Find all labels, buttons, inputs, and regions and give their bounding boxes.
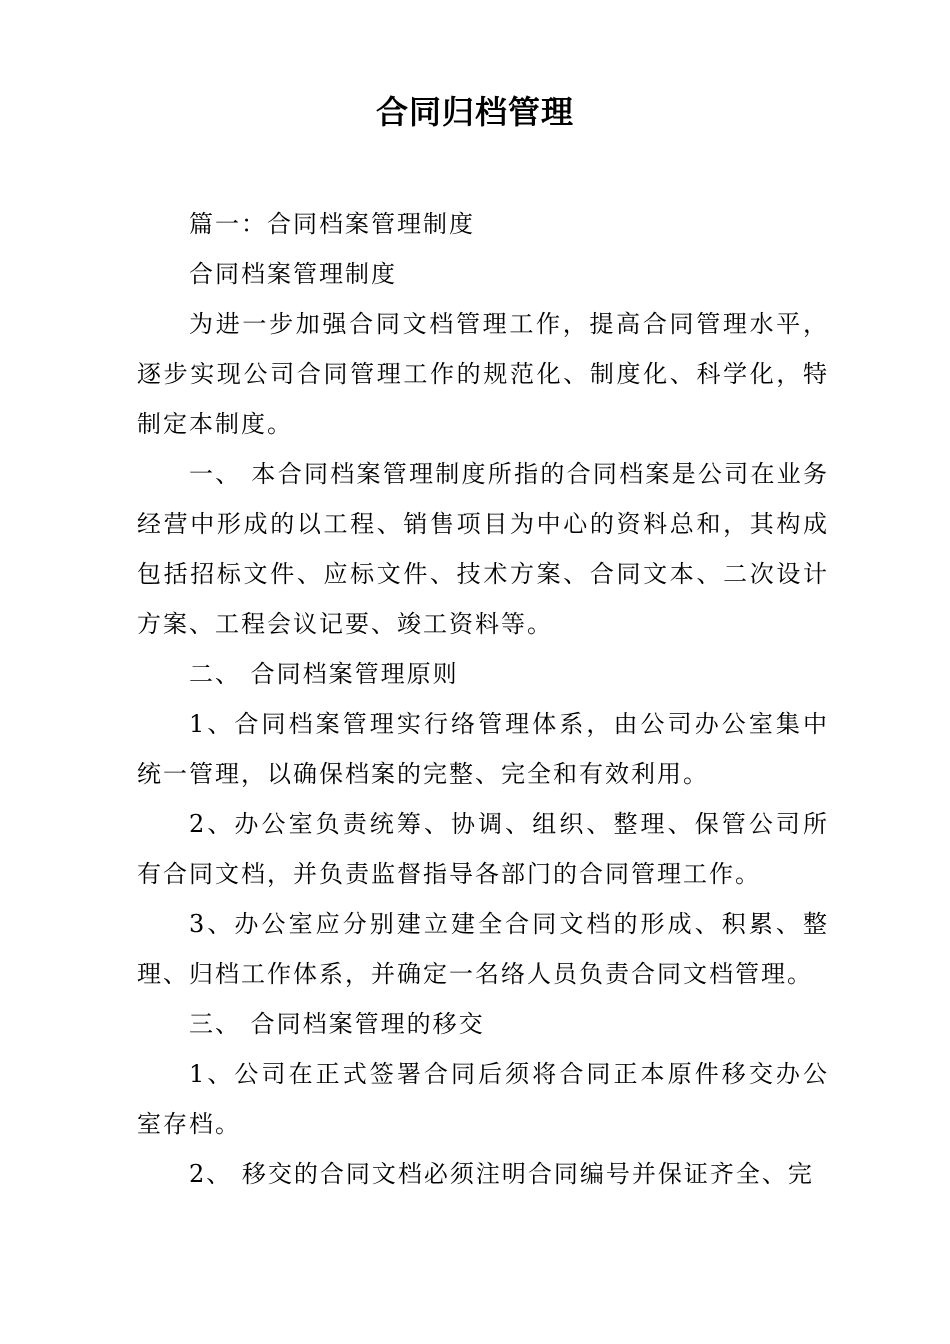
- clause-three-heading: 三、 合同档案管理的移交: [189, 1010, 485, 1038]
- document-body: [137, 199, 829, 1199]
- clause-two-item-1: 1、合同档案管理实行络管理体系，由公司办公室集中统一管理，以确保档案的完整、完全和有效利用。: [137, 710, 829, 788]
- clause-one-paragraph: 一、 本合同档案管理制度所指的合同档案是公司在业务经营中形成的以工程、销售项目为中心的资料总和，其构成包括招标文件、应标文件、技术方案、合同文本、二次设计方案、工程会议记要、竣工资料等。: [137, 460, 829, 638]
- document-title: 合同归档管理: [375, 93, 574, 131]
- clause-two-item-3: 3、办公室应分别建立建全合同文档的形成、积累、整理、归档工作体系，并确定一名络人员负责合同文档管理。: [137, 910, 829, 988]
- regulation-title: 合同档案管理制度: [189, 260, 397, 288]
- clause-three-item-2: 2、 移交的合同文档必须注明合同编号并保证齐全、完: [189, 1160, 814, 1188]
- section-heading-part-one: 篇一：合同档案管理制度: [189, 210, 475, 238]
- clause-three-item-1: 1、公司在正式签署合同后须将合同正本原件移交办公室存档。: [137, 1060, 829, 1138]
- clause-two-heading: 二、 合同档案管理原则: [189, 660, 459, 688]
- intro-paragraph: 为进一步加强合同文档管理工作，提高合同管理水平，逐步实现公司合同管理工作的规范化、制度化、科学化，特制定本制度。: [137, 310, 829, 438]
- clause-two-item-2: 2、办公室负责统筹、协调、组织、整理、保管公司所有合同文档，并负责监督指导各部门的合同管理工作。: [137, 810, 829, 888]
